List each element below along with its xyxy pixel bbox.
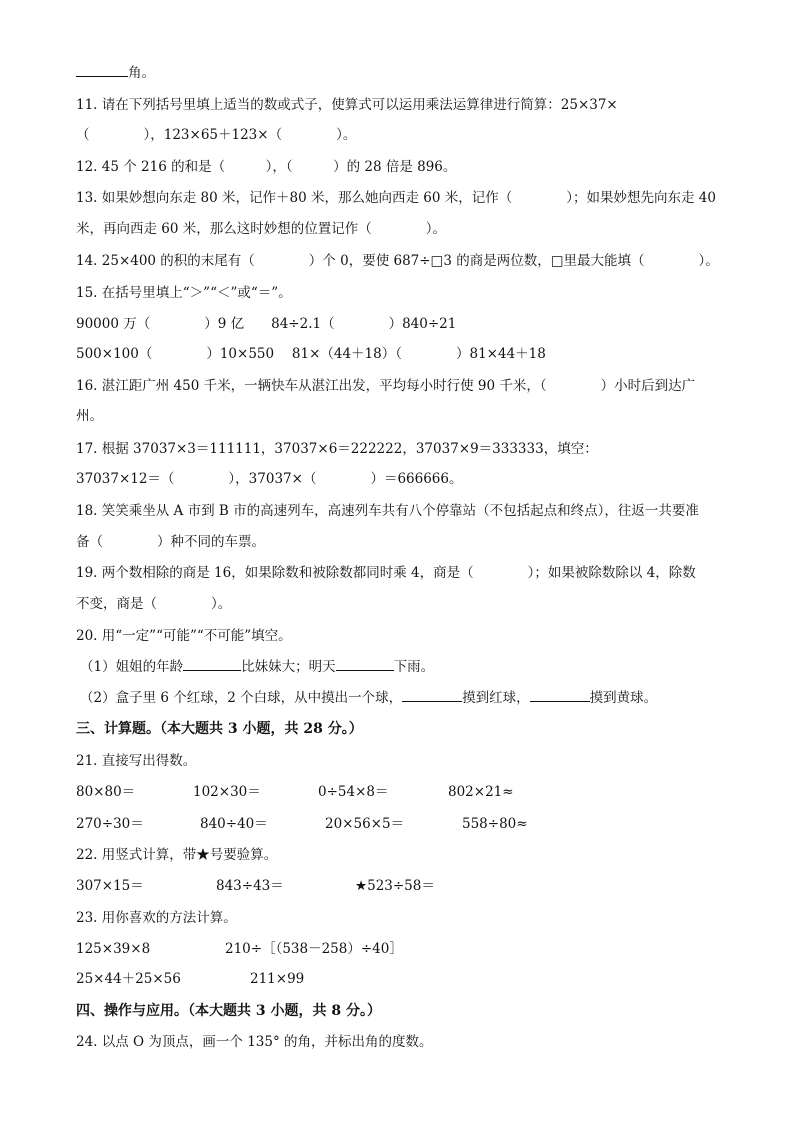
q13-line2: 米，再向西走 60 米，那么这时妙想的位置记作（ ）。 xyxy=(76,221,447,237)
q16-line1: 16. 湛江距广州 450 千米，一辆快车从湛江出发，平均每小时行使 90 千米，（ ）小时后到达广 xyxy=(76,378,696,394)
q20: 20. 用“一定”“可能”“不可能”填空。 xyxy=(76,628,292,644)
q10-tail: 角。 xyxy=(76,64,155,82)
section-4-heading: 四、操作与应用。（本大题共 3 小题，共 8 分。） xyxy=(76,1003,381,1019)
q20-part1: （1）姐姐的年龄 比妹妹大；明天 下雨。 xyxy=(80,659,435,675)
q13-line1: 13. 如果妙想向东走 80 米，记作＋80 米，那么她向西走 60 米，记作（ ）；如果妙想先向东走 40 xyxy=(76,190,716,206)
q20-part2: （2）盒子里 6 个红球，2 个白球，从中摸出一个球， 摸到红球， 摸到黄球。 xyxy=(80,690,658,706)
q12: 12. 45 个 216 的和是（ ），（ ）的 28 倍是 896。 xyxy=(76,159,457,175)
q15-row1: 90000 万（ ）9 亿 84÷2.1（ ）840÷21 xyxy=(76,316,457,332)
q21: 21. 直接写出得数。 xyxy=(76,753,197,769)
q23-item: 125×39×8 xyxy=(76,941,151,957)
q19-line1: 19. 两个数相除的商是 16，如果除数和被除数都同时乘 4，商是（ ）；如果被除数除以 4，除数 xyxy=(76,565,696,581)
q23-item: 25×44＋25×56 xyxy=(76,971,181,987)
answer-blank[interactable] xyxy=(530,689,590,702)
q15: 15. 在括号里填上“＞”“＜”或“＝”。 xyxy=(76,285,292,301)
q16-line2: 州。 xyxy=(76,408,103,424)
q21-item: 558÷80≈ xyxy=(462,816,528,832)
q14: 14. 25×400 的积的末尾有（ ）个 0，要使 687÷□3 的商是两位数，□里最大能填（ ）。 xyxy=(76,253,719,269)
q21-item: 102×30＝ xyxy=(193,784,261,800)
q24: 24. 以点 O 为顶点，画一个 135° 的角，并标出角的度数。 xyxy=(76,1034,433,1050)
answer-blank[interactable] xyxy=(336,658,394,671)
q21-item: 20×56×5＝ xyxy=(325,816,405,832)
q11-line2: （ ），123×65＋123×（ ）。 xyxy=(76,127,357,143)
q22-item: ★523÷58＝ xyxy=(355,878,435,894)
q18-line2: 备（ ）种不同的车票。 xyxy=(76,534,265,550)
q18-line1: 18. 笑笑乘坐从 A 市到 B 市的高速列车，高速列车共有八个停靠站（不包括起点和终点），往返一共要准 xyxy=(76,503,699,519)
q15-row2: 500×100（ ）10×550 81×（44＋18）（ ）81×44＋18 xyxy=(76,346,546,362)
q21-item: 840÷40＝ xyxy=(200,816,268,832)
q23-item: 210÷［（538－258）÷40］ xyxy=(225,941,403,957)
q17-line1: 17. 根据 37037×3＝111111，37037×6＝222222，37037×9＝333333，填空： xyxy=(76,441,598,457)
q21-item: 0÷54×8＝ xyxy=(318,784,389,800)
q22: 22. 用竖式计算，带★号要验算。 xyxy=(76,847,278,863)
q22-item: 307×15＝ xyxy=(76,878,144,894)
q21-item: 80×80＝ xyxy=(76,784,136,800)
section-3-heading: 三、计算题。（本大题共 3 小题，共 28 分。） xyxy=(76,721,363,737)
q22-item: 843÷43＝ xyxy=(216,878,284,894)
q21-item: 802×21≈ xyxy=(448,784,514,800)
q11-line1: 11. 请在下列括号里填上适当的数或式子，使算式可以运用乘法运算律进行简算：25×37× xyxy=(76,97,618,113)
answer-blank[interactable] xyxy=(402,689,462,702)
q23: 23. 用你喜欢的方法计算。 xyxy=(76,910,237,926)
q17-line2: 37037×12＝（ ），37037×（ ）＝666666。 xyxy=(76,471,463,487)
answer-blank[interactable] xyxy=(183,658,241,671)
answer-blank[interactable] xyxy=(76,64,128,77)
q19-line2: 不变，商是（ ）。 xyxy=(76,596,232,612)
q21-item: 270÷30＝ xyxy=(76,816,144,832)
q23-item: 211×99 xyxy=(250,971,305,987)
